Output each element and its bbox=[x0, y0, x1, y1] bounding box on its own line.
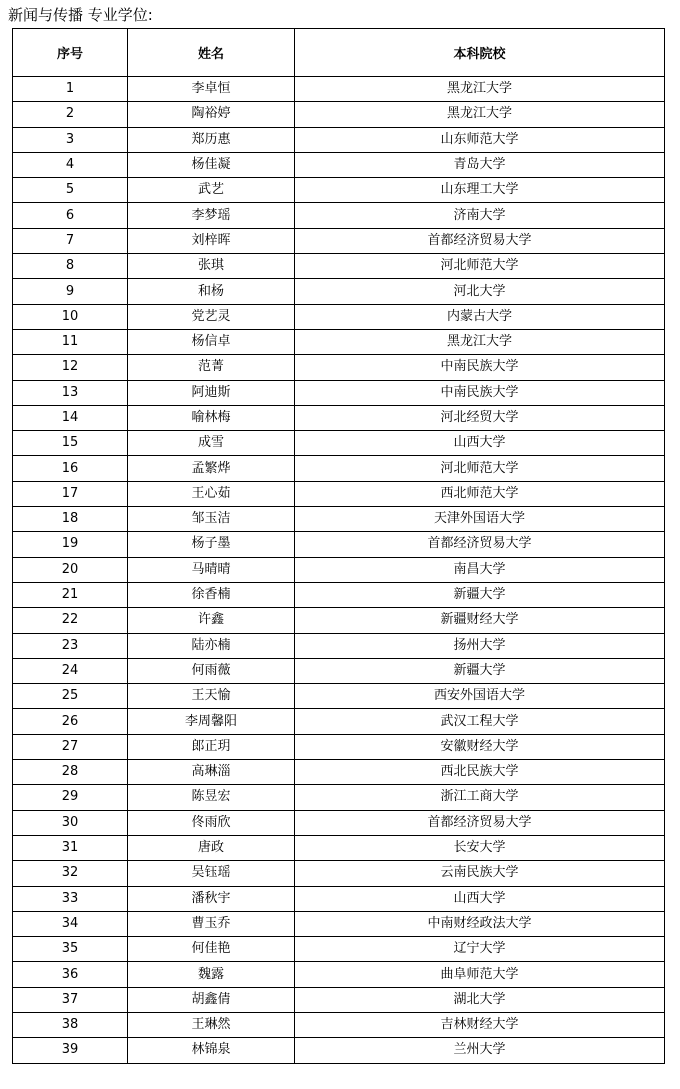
cell-school: 黑龙江大学 bbox=[295, 102, 665, 127]
cell-name: 邹玉洁 bbox=[128, 507, 295, 532]
cell-school: 首都经济贸易大学 bbox=[295, 810, 665, 835]
cell-school: 武汉工程大学 bbox=[295, 709, 665, 734]
header-row bbox=[13, 29, 665, 77]
cell-school: 曲阜师范大学 bbox=[295, 962, 665, 987]
cell-school: 辽宁大学 bbox=[295, 937, 665, 962]
cell-name: 何雨薇 bbox=[128, 658, 295, 683]
cell-name: 成雪 bbox=[128, 431, 295, 456]
cell-number: 10 bbox=[13, 304, 128, 329]
table-row bbox=[13, 962, 665, 987]
cell-number: 7 bbox=[13, 228, 128, 253]
cell-school: 中南民族大学 bbox=[295, 380, 665, 405]
cell-number: 6 bbox=[13, 203, 128, 228]
table-row bbox=[13, 405, 665, 430]
cell-school: 浙江工商大学 bbox=[295, 785, 665, 810]
table-row bbox=[13, 633, 665, 658]
cell-name: 胡鑫倩 bbox=[128, 987, 295, 1012]
cell-name: 许鑫 bbox=[128, 608, 295, 633]
cell-school: 长安大学 bbox=[295, 835, 665, 860]
table-row bbox=[13, 734, 665, 759]
table-row bbox=[13, 178, 665, 203]
cell-name: 高琳淄 bbox=[128, 760, 295, 785]
table-row bbox=[13, 886, 665, 911]
table-row bbox=[13, 582, 665, 607]
cell-school: 济南大学 bbox=[295, 203, 665, 228]
cell-number: 22 bbox=[13, 608, 128, 633]
table-row bbox=[13, 1012, 665, 1037]
cell-name: 王琳然 bbox=[128, 1012, 295, 1037]
cell-school: 中南财经政法大学 bbox=[295, 911, 665, 936]
cell-name: 杨信卓 bbox=[128, 329, 295, 354]
cell-school: 安徽财经大学 bbox=[295, 734, 665, 759]
page-title: 新闻与传播 专业学位: bbox=[8, 6, 153, 24]
table-row bbox=[13, 810, 665, 835]
cell-name: 徐香楠 bbox=[128, 582, 295, 607]
cell-school: 首都经济贸易大学 bbox=[295, 228, 665, 253]
cell-school: 河北经贸大学 bbox=[295, 405, 665, 430]
cell-name: 何佳艳 bbox=[128, 937, 295, 962]
cell-number: 4 bbox=[13, 152, 128, 177]
table-row bbox=[13, 937, 665, 962]
cell-name: 曹玉乔 bbox=[128, 911, 295, 936]
cell-name: 阿迪斯 bbox=[128, 380, 295, 405]
cell-school: 山东师范大学 bbox=[295, 127, 665, 152]
cell-number: 21 bbox=[13, 582, 128, 607]
table-row bbox=[13, 760, 665, 785]
cell-number: 13 bbox=[13, 380, 128, 405]
cell-name: 陆亦楠 bbox=[128, 633, 295, 658]
table-row bbox=[13, 279, 665, 304]
cell-school: 新疆大学 bbox=[295, 582, 665, 607]
cell-number: 28 bbox=[13, 760, 128, 785]
cell-number: 9 bbox=[13, 279, 128, 304]
admission-table bbox=[12, 28, 665, 1064]
cell-name: 喻林梅 bbox=[128, 405, 295, 430]
cell-name: 李周馨阳 bbox=[128, 709, 295, 734]
column-header-number: 序号 bbox=[13, 29, 128, 77]
cell-name: 李梦瑶 bbox=[128, 203, 295, 228]
cell-school: 新疆大学 bbox=[295, 658, 665, 683]
cell-name: 党艺灵 bbox=[128, 304, 295, 329]
cell-school: 黑龙江大学 bbox=[295, 77, 665, 102]
table-row bbox=[13, 532, 665, 557]
cell-school: 河北大学 bbox=[295, 279, 665, 304]
cell-name: 杨佳凝 bbox=[128, 152, 295, 177]
cell-number: 1 bbox=[13, 77, 128, 102]
table-row bbox=[13, 507, 665, 532]
cell-number: 20 bbox=[13, 557, 128, 582]
table-row bbox=[13, 835, 665, 860]
cell-school: 吉林财经大学 bbox=[295, 1012, 665, 1037]
cell-school: 青岛大学 bbox=[295, 152, 665, 177]
cell-school: 西北师范大学 bbox=[295, 481, 665, 506]
cell-number: 29 bbox=[13, 785, 128, 810]
cell-name: 唐政 bbox=[128, 835, 295, 860]
cell-number: 5 bbox=[13, 178, 128, 203]
table-row bbox=[13, 152, 665, 177]
cell-number: 11 bbox=[13, 329, 128, 354]
cell-school: 河北师范大学 bbox=[295, 254, 665, 279]
cell-number: 31 bbox=[13, 835, 128, 860]
table-row bbox=[13, 861, 665, 886]
table-row bbox=[13, 557, 665, 582]
cell-name: 郑历惠 bbox=[128, 127, 295, 152]
table-row bbox=[13, 987, 665, 1012]
cell-school: 新疆财经大学 bbox=[295, 608, 665, 633]
column-header-name: 姓名 bbox=[128, 29, 295, 77]
cell-name: 马晴晴 bbox=[128, 557, 295, 582]
cell-name: 佟雨欣 bbox=[128, 810, 295, 835]
cell-number: 37 bbox=[13, 987, 128, 1012]
table-row bbox=[13, 456, 665, 481]
cell-name: 魏露 bbox=[128, 962, 295, 987]
table-row bbox=[13, 684, 665, 709]
table-row bbox=[13, 329, 665, 354]
cell-name: 李卓恒 bbox=[128, 77, 295, 102]
cell-school: 山西大学 bbox=[295, 431, 665, 456]
cell-school: 内蒙古大学 bbox=[295, 304, 665, 329]
cell-name: 武艺 bbox=[128, 178, 295, 203]
cell-school: 湖北大学 bbox=[295, 987, 665, 1012]
table-row bbox=[13, 127, 665, 152]
table-body bbox=[13, 77, 665, 1064]
cell-name: 潘秋宇 bbox=[128, 886, 295, 911]
cell-school: 西北民族大学 bbox=[295, 760, 665, 785]
cell-number: 23 bbox=[13, 633, 128, 658]
cell-name: 王心茹 bbox=[128, 481, 295, 506]
table-row bbox=[13, 431, 665, 456]
cell-number: 27 bbox=[13, 734, 128, 759]
table-header bbox=[13, 29, 665, 77]
cell-number: 2 bbox=[13, 102, 128, 127]
cell-school: 山东理工大学 bbox=[295, 178, 665, 203]
cell-school: 首都经济贸易大学 bbox=[295, 532, 665, 557]
cell-name: 王天愉 bbox=[128, 684, 295, 709]
cell-name: 孟繁烨 bbox=[128, 456, 295, 481]
cell-number: 16 bbox=[13, 456, 128, 481]
cell-number: 12 bbox=[13, 355, 128, 380]
cell-number: 24 bbox=[13, 658, 128, 683]
table-row bbox=[13, 203, 665, 228]
cell-school: 黑龙江大学 bbox=[295, 329, 665, 354]
cell-number: 8 bbox=[13, 254, 128, 279]
cell-number: 34 bbox=[13, 911, 128, 936]
table-row bbox=[13, 911, 665, 936]
cell-number: 26 bbox=[13, 709, 128, 734]
cell-number: 39 bbox=[13, 1038, 128, 1063]
cell-number: 3 bbox=[13, 127, 128, 152]
cell-school: 中南民族大学 bbox=[295, 355, 665, 380]
column-header-school: 本科院校 bbox=[295, 29, 665, 77]
cell-name: 杨子墨 bbox=[128, 532, 295, 557]
cell-name: 张琪 bbox=[128, 254, 295, 279]
cell-school: 天津外国语大学 bbox=[295, 507, 665, 532]
cell-number: 36 bbox=[13, 962, 128, 987]
cell-school: 云南民族大学 bbox=[295, 861, 665, 886]
table-row bbox=[13, 481, 665, 506]
cell-number: 33 bbox=[13, 886, 128, 911]
table-row bbox=[13, 304, 665, 329]
cell-number: 17 bbox=[13, 481, 128, 506]
table-row bbox=[13, 77, 665, 102]
table-row bbox=[13, 228, 665, 253]
cell-name: 陶裕婷 bbox=[128, 102, 295, 127]
cell-school: 西安外国语大学 bbox=[295, 684, 665, 709]
cell-number: 15 bbox=[13, 431, 128, 456]
cell-name: 林锦泉 bbox=[128, 1038, 295, 1063]
cell-number: 18 bbox=[13, 507, 128, 532]
cell-number: 14 bbox=[13, 405, 128, 430]
cell-name: 范菁 bbox=[128, 355, 295, 380]
table-row bbox=[13, 785, 665, 810]
cell-number: 35 bbox=[13, 937, 128, 962]
cell-number: 19 bbox=[13, 532, 128, 557]
table-row bbox=[13, 709, 665, 734]
table-row bbox=[13, 1038, 665, 1063]
cell-name: 吴钰瑶 bbox=[128, 861, 295, 886]
cell-school: 南昌大学 bbox=[295, 557, 665, 582]
cell-school: 扬州大学 bbox=[295, 633, 665, 658]
cell-name: 郎正玥 bbox=[128, 734, 295, 759]
cell-school: 河北师范大学 bbox=[295, 456, 665, 481]
table-row bbox=[13, 658, 665, 683]
cell-school: 山西大学 bbox=[295, 886, 665, 911]
cell-name: 陈昱宏 bbox=[128, 785, 295, 810]
table-row bbox=[13, 380, 665, 405]
table-row bbox=[13, 102, 665, 127]
cell-number: 32 bbox=[13, 861, 128, 886]
table-row bbox=[13, 355, 665, 380]
cell-number: 30 bbox=[13, 810, 128, 835]
cell-number: 25 bbox=[13, 684, 128, 709]
cell-school: 兰州大学 bbox=[295, 1038, 665, 1063]
cell-number: 38 bbox=[13, 1012, 128, 1037]
cell-name: 刘梓晖 bbox=[128, 228, 295, 253]
cell-name: 和杨 bbox=[128, 279, 295, 304]
table-row bbox=[13, 254, 665, 279]
table-row bbox=[13, 608, 665, 633]
